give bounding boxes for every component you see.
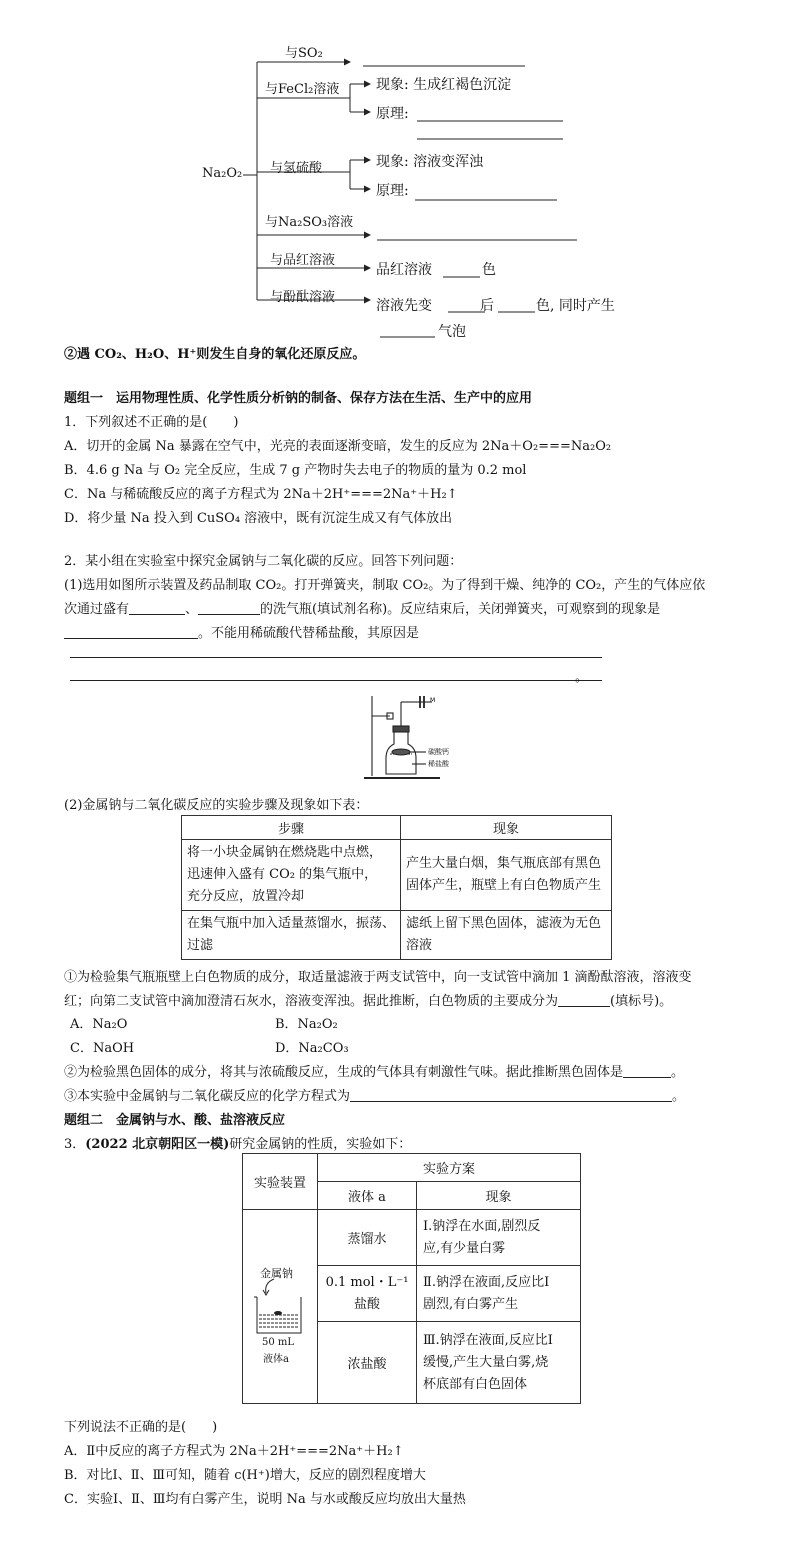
q2-sub2: [64, 1061, 684, 1080]
blank-phenomenon[interactable]: [64, 624, 198, 639]
q2-sub1-line2: [64, 990, 672, 1009]
q2-sub1-line2b: (填标号)。: [610, 994, 673, 1009]
blank-equation[interactable]: [350, 1087, 672, 1102]
th-liquid: 液体 a: [318, 1182, 417, 1210]
blank-black-solid[interactable]: [623, 1063, 671, 1078]
group2-title: 题组二 金属钠与水、酸、盐溶液反应: [64, 1113, 286, 1128]
q2-p1-line2c: 的洗气瓶(填试剂名称)。反应结束后，关闭弹簧夹，可观察到的现象是: [260, 602, 661, 617]
h2s-phenomenon: 现象: 溶液变浑浊: [376, 154, 484, 170]
q3-row1-phen-line1: Ⅰ.钠浮在水面,剧烈反: [423, 1218, 541, 1234]
phenol-result-end: 气泡: [438, 324, 466, 340]
co2-apparatus-figure: [360, 688, 464, 788]
branch-fecl2: 与FeCl₂溶液: [265, 82, 340, 97]
blank-reason-line-1[interactable]: [70, 657, 602, 658]
q2-p1-line1: (1)选用如图所示装置及药品制取 CO₂。打开弹簧夹，制取 CO₂。为了得到干燥、纯净的 CO₂，产生的气体应依: [64, 578, 706, 593]
phenol-result-pre: 溶液先变: [376, 298, 432, 314]
branch-h2s: 与氢硫酸: [270, 161, 323, 176]
th-device: 实验装置: [243, 1154, 318, 1210]
h2s-principle: 原理:: [376, 183, 409, 199]
row1-step-line1: 将一小块金属钠在燃烧匙中点燃，: [187, 845, 383, 860]
q3-option-b: B．对比Ⅰ、Ⅱ、Ⅲ可知，随着 c(H⁺)增大，反应的剧烈程度增大: [64, 1468, 426, 1483]
blank-white-substance[interactable]: [558, 992, 610, 1007]
q3-experiment-table: [242, 1153, 581, 1404]
beaker-figure: [244, 1237, 316, 1377]
row2-phen: [417, 1266, 581, 1322]
table-row-1-step: [182, 840, 401, 911]
row1-phen: [417, 1210, 581, 1266]
q2-sub3a: ③本实验中金属钠与二氧化碳反应的化学方程式为: [64, 1089, 351, 1104]
blank-reagent-2[interactable]: [198, 600, 260, 615]
branch-phenol: 与酚酞溶液: [270, 290, 336, 305]
q3-stem-source: (2022 北京朝阳区一模): [85, 1137, 230, 1152]
q2-p1-line2: [64, 598, 660, 617]
fecl2-phenomenon: 现象: 生成红褐色沉淀: [376, 77, 512, 93]
phenol-result-mid: 后: [480, 298, 494, 314]
q3-row2-phen-line1: Ⅱ.钠浮在液面,反应比Ⅰ: [423, 1274, 550, 1290]
row3-phen: [417, 1322, 581, 1404]
blank-reagent-1[interactable]: [129, 600, 185, 615]
q3-row3-phen-line1: Ⅲ.钠浮在液面,反应比Ⅰ: [423, 1332, 553, 1348]
pinhong-result-pre: 品红溶液: [376, 262, 432, 278]
row3-liquid: 浓盐酸: [318, 1322, 417, 1404]
q2-option-a: A．Na₂O: [70, 1017, 128, 1032]
branch-na2so3: 与Na₂SO₃溶液: [265, 215, 354, 230]
q2-sub2a: ②为检验黑色固体的成分，将其与浓硫酸反应，生成的气体具有刺激性气味。据此推断黑色固体是: [64, 1065, 624, 1080]
row1-step-line2: 迅速伸入盛有 CO₂ 的集气瓶中，: [187, 867, 378, 882]
q1-option-a: A．切开的金属 Na 暴露在空气中，光亮的表面逐渐变暗，发生的反应为 2Na＋O₂===Na₂O₂: [64, 439, 612, 454]
row1-phen-line1: 产生大量白烟，集气瓶底部有黑色: [406, 856, 602, 871]
q2-p1-line2a: 次通过盛有: [64, 602, 130, 617]
q3-option-a: A．Ⅱ中反应的离子方程式为 2Na＋2H⁺===2Na⁺＋H₂↑: [64, 1444, 404, 1459]
q1-stem: 1．下列叙述不正确的是( ): [64, 415, 239, 430]
q2-p1-line3-text: 。不能用稀硫酸代替稀盐酸，其原因是: [198, 626, 420, 641]
row1-step-line3: 充分反应，放置冷却: [187, 889, 305, 904]
row2-step-line1: 在集气瓶中加入适量蒸馏水，振荡、: [187, 916, 396, 931]
q3-stem-num: 3．: [64, 1137, 86, 1152]
row1-liquid: 蒸馏水: [318, 1210, 417, 1266]
q2-p1-line3: [64, 622, 419, 641]
row2-step-line2: 过滤: [187, 938, 214, 953]
q2-sub3b: 。: [672, 1089, 686, 1104]
q1-option-b: B．4.6 g Na 与 O₂ 完全反应，生成 7 g 产物时失去电子的物质的量为 0.2 mol: [64, 463, 527, 478]
beaker-icon: [244, 1277, 316, 1337]
q1-option-d: D．将少量 Na 投入到 CuSO₄ 溶液中，既有沉淀生成又有气体放出: [64, 511, 453, 526]
q1-option-c: C．Na 与稀硫酸反应的离子方程式为 2Na＋2H⁺===2Na⁺＋H₂↑: [64, 487, 458, 502]
th-phen: 现象: [417, 1182, 581, 1210]
q2-sub1-line1: ①为检验集气瓶瓶壁上白色物质的成分，取适量滤液于两支试管中，向一支试管中滴加 1 滴酚酞溶液，溶液变: [64, 970, 692, 985]
q2-stem: 2．某小组在实验室中探究金属钠与二氧化碳的反应。回答下列问题：: [64, 554, 463, 569]
q3-question: 下列说法不正确的是( ): [64, 1420, 218, 1435]
row2-phen-line2: 溶液: [406, 938, 433, 953]
q2-step-table: [181, 815, 612, 960]
apparatus-label-caco3: 碳酸钙: [428, 748, 449, 756]
q2-option-d: D．Na₂CO₃: [275, 1041, 349, 1056]
q2-p2-intro: (2)金属钠与二氧化碳反应的实验步骤及现象如下表：: [64, 798, 369, 813]
beaker-label-volume: 50 mL: [262, 1336, 295, 1348]
th-step: 步骤: [182, 816, 401, 840]
blank-reason-line-2[interactable]: [70, 680, 602, 681]
svg-text:M: M: [430, 697, 436, 704]
q3-option-c: C．实验Ⅰ、Ⅱ、Ⅲ均有白雾产生，说明 Na 与水或酸反应均放出大量热: [64, 1492, 466, 1507]
q2-option-b: B．Na₂O₂: [275, 1017, 338, 1032]
device-cell: [243, 1210, 318, 1404]
row2-phen-line1: 滤纸上留下黑色固体，滤液为无色: [406, 916, 602, 931]
pinhong-result-post: 色: [482, 262, 496, 278]
q3-row2-liquid-line2: 盐酸: [353, 1296, 380, 1312]
row1-phen-line2: 固体产生，瓶壁上有白色物质产生: [406, 878, 602, 893]
table-row-2-phenomenon: [401, 911, 612, 960]
q2-sub3: [64, 1085, 685, 1104]
q2-option-c: C．NaOH: [70, 1041, 135, 1056]
th-plan: 实验方案: [318, 1154, 581, 1182]
diagram-center: Na₂O₂: [202, 166, 243, 181]
q3-row3-phen-line3: 杯底部有白色固体: [423, 1376, 528, 1392]
table-row-2-step: [182, 911, 401, 960]
beaker-label-liquid: 液体a: [263, 1353, 289, 1365]
fecl2-principle: 原理:: [376, 106, 409, 122]
q3-row1-phen-line2: 应,有少量白雾: [423, 1240, 506, 1256]
branch-so2: 与SO₂: [285, 46, 323, 61]
q3-row2-phen-line2: 剧烈,有白雾产生: [423, 1296, 519, 1312]
reason-period: 。: [575, 670, 589, 685]
note-2: ②遇 CO₂、H₂O、H⁺则发生自身的氧化还原反应。: [64, 347, 366, 362]
beaker-label-sodium: 金属钠: [260, 1266, 293, 1280]
group1-title: 题组一 运用物理性质、化学性质分析钠的制备、保存方法在生活、生产中的应用: [64, 391, 533, 406]
q2-sub2b: 。: [671, 1065, 685, 1080]
q3-stem: [64, 1133, 411, 1152]
q3-row3-phen-line2: 缓慢,产生大量白雾,烧: [423, 1354, 549, 1370]
apparatus-label-hcl: 稀盐酸: [428, 760, 449, 768]
q3-stem-rest: 研究金属钠的性质，实验如下：: [229, 1137, 412, 1152]
phenol-result-post: 色, 同时产生: [536, 298, 615, 314]
q2-p1-line2b: 、: [185, 602, 199, 617]
th-phenomenon: 现象: [401, 816, 612, 840]
table-row-1-phenomenon: [401, 840, 612, 911]
q2-sub1-line2a: 红；向第二支试管中滴加澄清石灰水，溶液变浑浊。据此推断，白色物质的主要成分为: [64, 994, 559, 1009]
row2-liquid: [318, 1266, 417, 1322]
branch-pinhong: 与品红溶液: [270, 253, 336, 268]
q3-row2-liquid-line1: 0.1 mol・L⁻¹: [325, 1274, 409, 1290]
